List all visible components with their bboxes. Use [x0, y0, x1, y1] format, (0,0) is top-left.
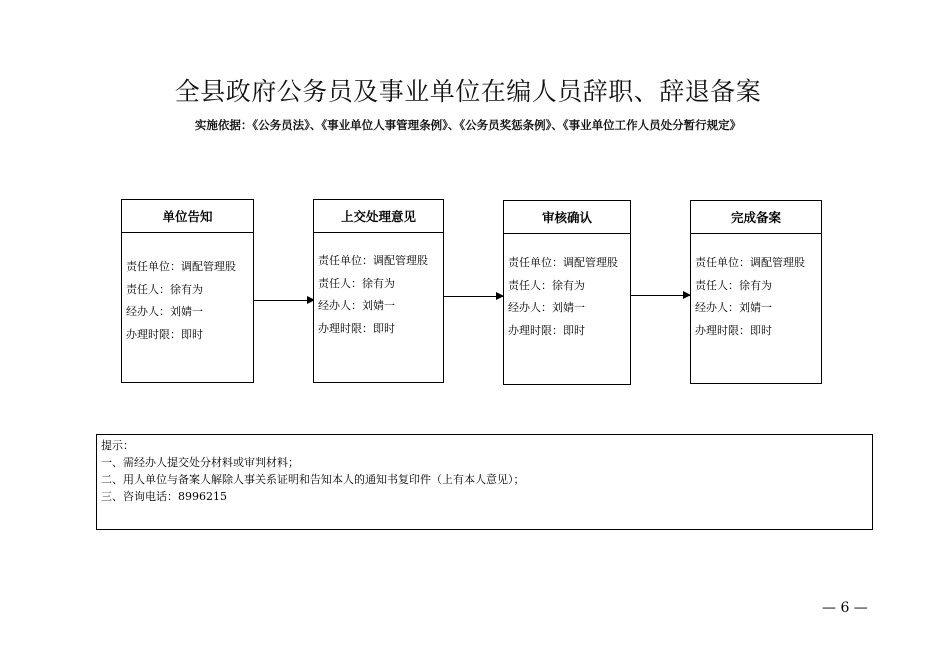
- page-number: — 6 —: [822, 600, 868, 616]
- step-title: 完成备案: [691, 201, 821, 234]
- legal-basis: 实施依据：《公务员法》、《事业单位人事管理条例》、《公务员奖惩条例》、《事业单位工作人员处分暂行规定》: [194, 118, 742, 132]
- step-box-notify: [121, 199, 254, 383]
- responsible-person: 责任人：徐有为: [508, 278, 585, 292]
- responsible-unit: 责任单位：调配管理股: [508, 256, 618, 269]
- step-title: 审核确认: [504, 201, 630, 234]
- step-title: 单位告知: [122, 200, 253, 233]
- deadline: 办理时限：即时: [508, 323, 585, 337]
- note-item: 二、用人单位与备案人解除人事关系证明和告知本人的通知书复印件（上有本人意见）；: [101, 473, 525, 486]
- deadline: 办理时限：即时: [126, 327, 203, 341]
- handler: 经办人：刘婧一: [318, 299, 395, 312]
- step-box-complete-filing: [690, 200, 822, 384]
- step-box-submit-opinion: [313, 199, 444, 383]
- handler: 经办人：刘婧一: [508, 301, 585, 314]
- step-box-review: [503, 200, 631, 385]
- handler: 经办人：刘婧一: [126, 305, 203, 318]
- responsible-person: 责任人：徐有为: [126, 282, 203, 296]
- deadline: 办理时限：即时: [318, 321, 395, 335]
- document-title: 全县政府公务员及事业单位在编人员辞职、辞退备案: [174, 77, 762, 106]
- flow-arrow: [254, 300, 314, 301]
- responsible-person: 责任人：徐有为: [695, 278, 772, 292]
- responsible-unit: 责任单位：调配管理股: [695, 256, 805, 269]
- note-item: 一、需经办人提交处分材料或审判材料；: [101, 456, 299, 469]
- responsible-person: 责任人：徐有为: [318, 276, 395, 290]
- flow-arrow: [631, 295, 690, 296]
- handler: 经办人：刘婧一: [695, 301, 772, 314]
- note-item: 三、咨询电话：8996215: [101, 490, 227, 503]
- notes-box: [96, 434, 873, 530]
- responsible-unit: 责任单位：调配管理股: [126, 260, 236, 273]
- notes-heading: 提示：: [101, 439, 134, 452]
- step-title: 上交处理意见: [314, 200, 443, 233]
- deadline: 办理时限：即时: [695, 323, 772, 337]
- responsible-unit: 责任单位：调配管理股: [318, 254, 428, 267]
- flow-arrow: [444, 296, 503, 297]
